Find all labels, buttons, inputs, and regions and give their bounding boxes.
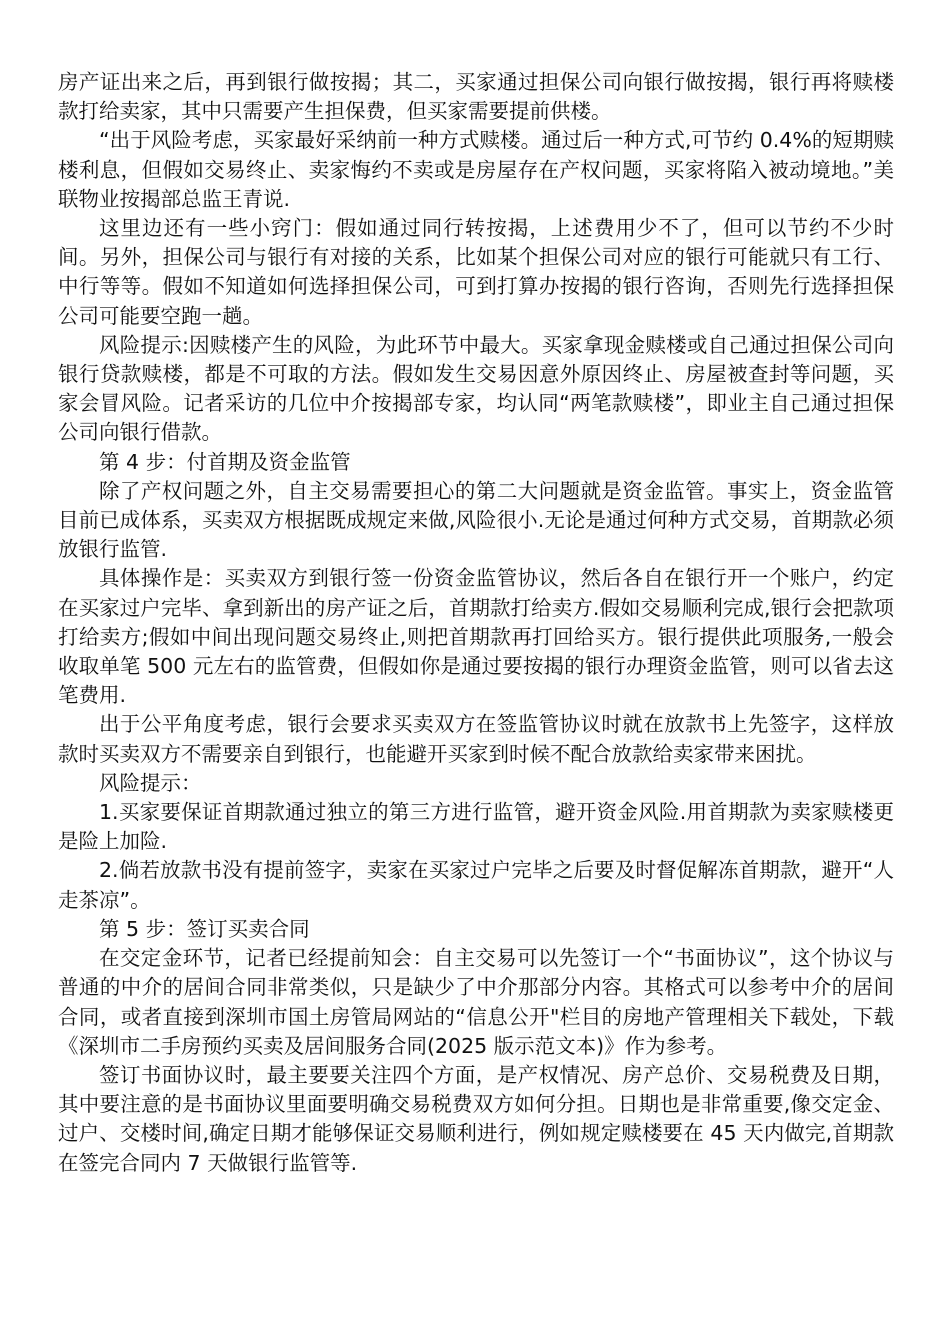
risk-item-1: 1.买家要保证首期款通过独立的第三方进行监管，避开资金风险.用首期款为卖家赎楼更是险上加险.: [58, 800, 894, 854]
paragraph-fairness: 出于公平角度考虑，银行会要求买卖双方在签监管协议时就在放款书上先签字，这样放款时买卖双方不需要亲自到银行，也能避开买家到时候不配合放款给卖家带来困扰。: [58, 712, 894, 766]
paragraph-continuation: 房产证出来之后，再到银行做按揭；其二，买家通过担保公司向银行做按揭，银行再将赎楼款打给卖家，其中只需要产生担保费，但买家需要提前供楼。: [58, 70, 894, 124]
paragraph-operation: 具体操作是：买卖双方到银行签一份资金监管协议，然后各自在银行开一个账户，约定在买家过户完毕、拿到新出的房产证之后，首期款打给卖方.假如交易顺利完成,银行会把款项打给卖方;假如中间出现问题交易终止,则把首期款再打回给买方。银行提供此项服务,一般会收取单笔 500 元左右的监管费，但假如你是通过要按揭的银行办理资金监管，则可以省去这笔费用.: [58, 566, 894, 708]
paragraph-signing: 签订书面协议时，最主要要关注四个方面，是产权情况、房产总价、交易税费及日期，其中要注意的是书面协议里面要明确交易税费双方如何分担。日期也是非常重要,像交定金、过户、交楼时间,确定日期才能够保证交易顺利进行，例如规定赎楼要在 45 天内做完,首期款在签完合同内 7 天做银行监管等.: [58, 1062, 894, 1175]
paragraph-tips: 这里边还有一些小窍门：假如通过同行转按揭，上述费用少不了，但可以节约不少时间。另外，担保公司与银行有对接的关系，比如某个担保公司对应的银行可能就只有工行、中行等等。假如不知道如何选择担保公司，可到打算办按揭的银行咨询，否则先行选择担保公司可能要空跑一趟。: [58, 216, 894, 328]
step-4-heading: 第 4 步：付首期及资金监管: [99, 449, 351, 474]
document-page: [58, 68, 894, 1178]
paragraph-quote: “出于风险考虑，买家最好采纳前一种方式赎楼。通过后一种方式,可节约 0.4%的短期赎楼利息，但假如交易终止、卖家悔约不卖或是房屋存在产权问题，买家将陷入被动境地。”美联物业按揭部总监王青说.: [58, 128, 894, 211]
paragraph-risk-warning: 风险提示:因赎楼产生的风险，为此环节中最大。买家拿现金赎楼或自己通过担保公司向银行贷款赎楼，都是不可取的方法。假如发生交易因意外原因终止、房屋被查封等问题，买家会冒风险。记者采访的几位中介按揭部专家，均认同“两笔款赎楼”，即业主自己通过担保公司向银行借款。: [58, 332, 894, 445]
paragraph-written-agreement: 在交定金环节，记者已经提前知会：自主交易可以先签订一个“书面协议”，这个协议与普通的中介的居间合同非常类似，只是缺少了中介那部分内容。其格式可以参考中介的居间合同，或者直接到深圳市国土房管局网站的“信息公开"栏目的房地产管理相关下载处，下载《深圳市二手房预约买卖及居间服务合同(2025 版示范文本)》作为参考。: [58, 946, 894, 1058]
step-5-heading: 第 5 步：签订买卖合同: [99, 916, 310, 941]
risk-warning-label: 风险提示：: [99, 770, 202, 795]
paragraph-fund-supervision: 除了产权问题之外，自主交易需要担心的第二大问题就是资金监管。事实上，资金监管目前已成体系，买卖双方根据既成规定来做,风险很小.无论是通过何种方式交易，首期款必须放银行监管.: [58, 478, 894, 562]
risk-item-2: 2.倘若放款书没有提前签字，卖家在买家过户完毕之后要及时督促解冻首期款，避开“人走茶凉”。: [58, 858, 894, 912]
